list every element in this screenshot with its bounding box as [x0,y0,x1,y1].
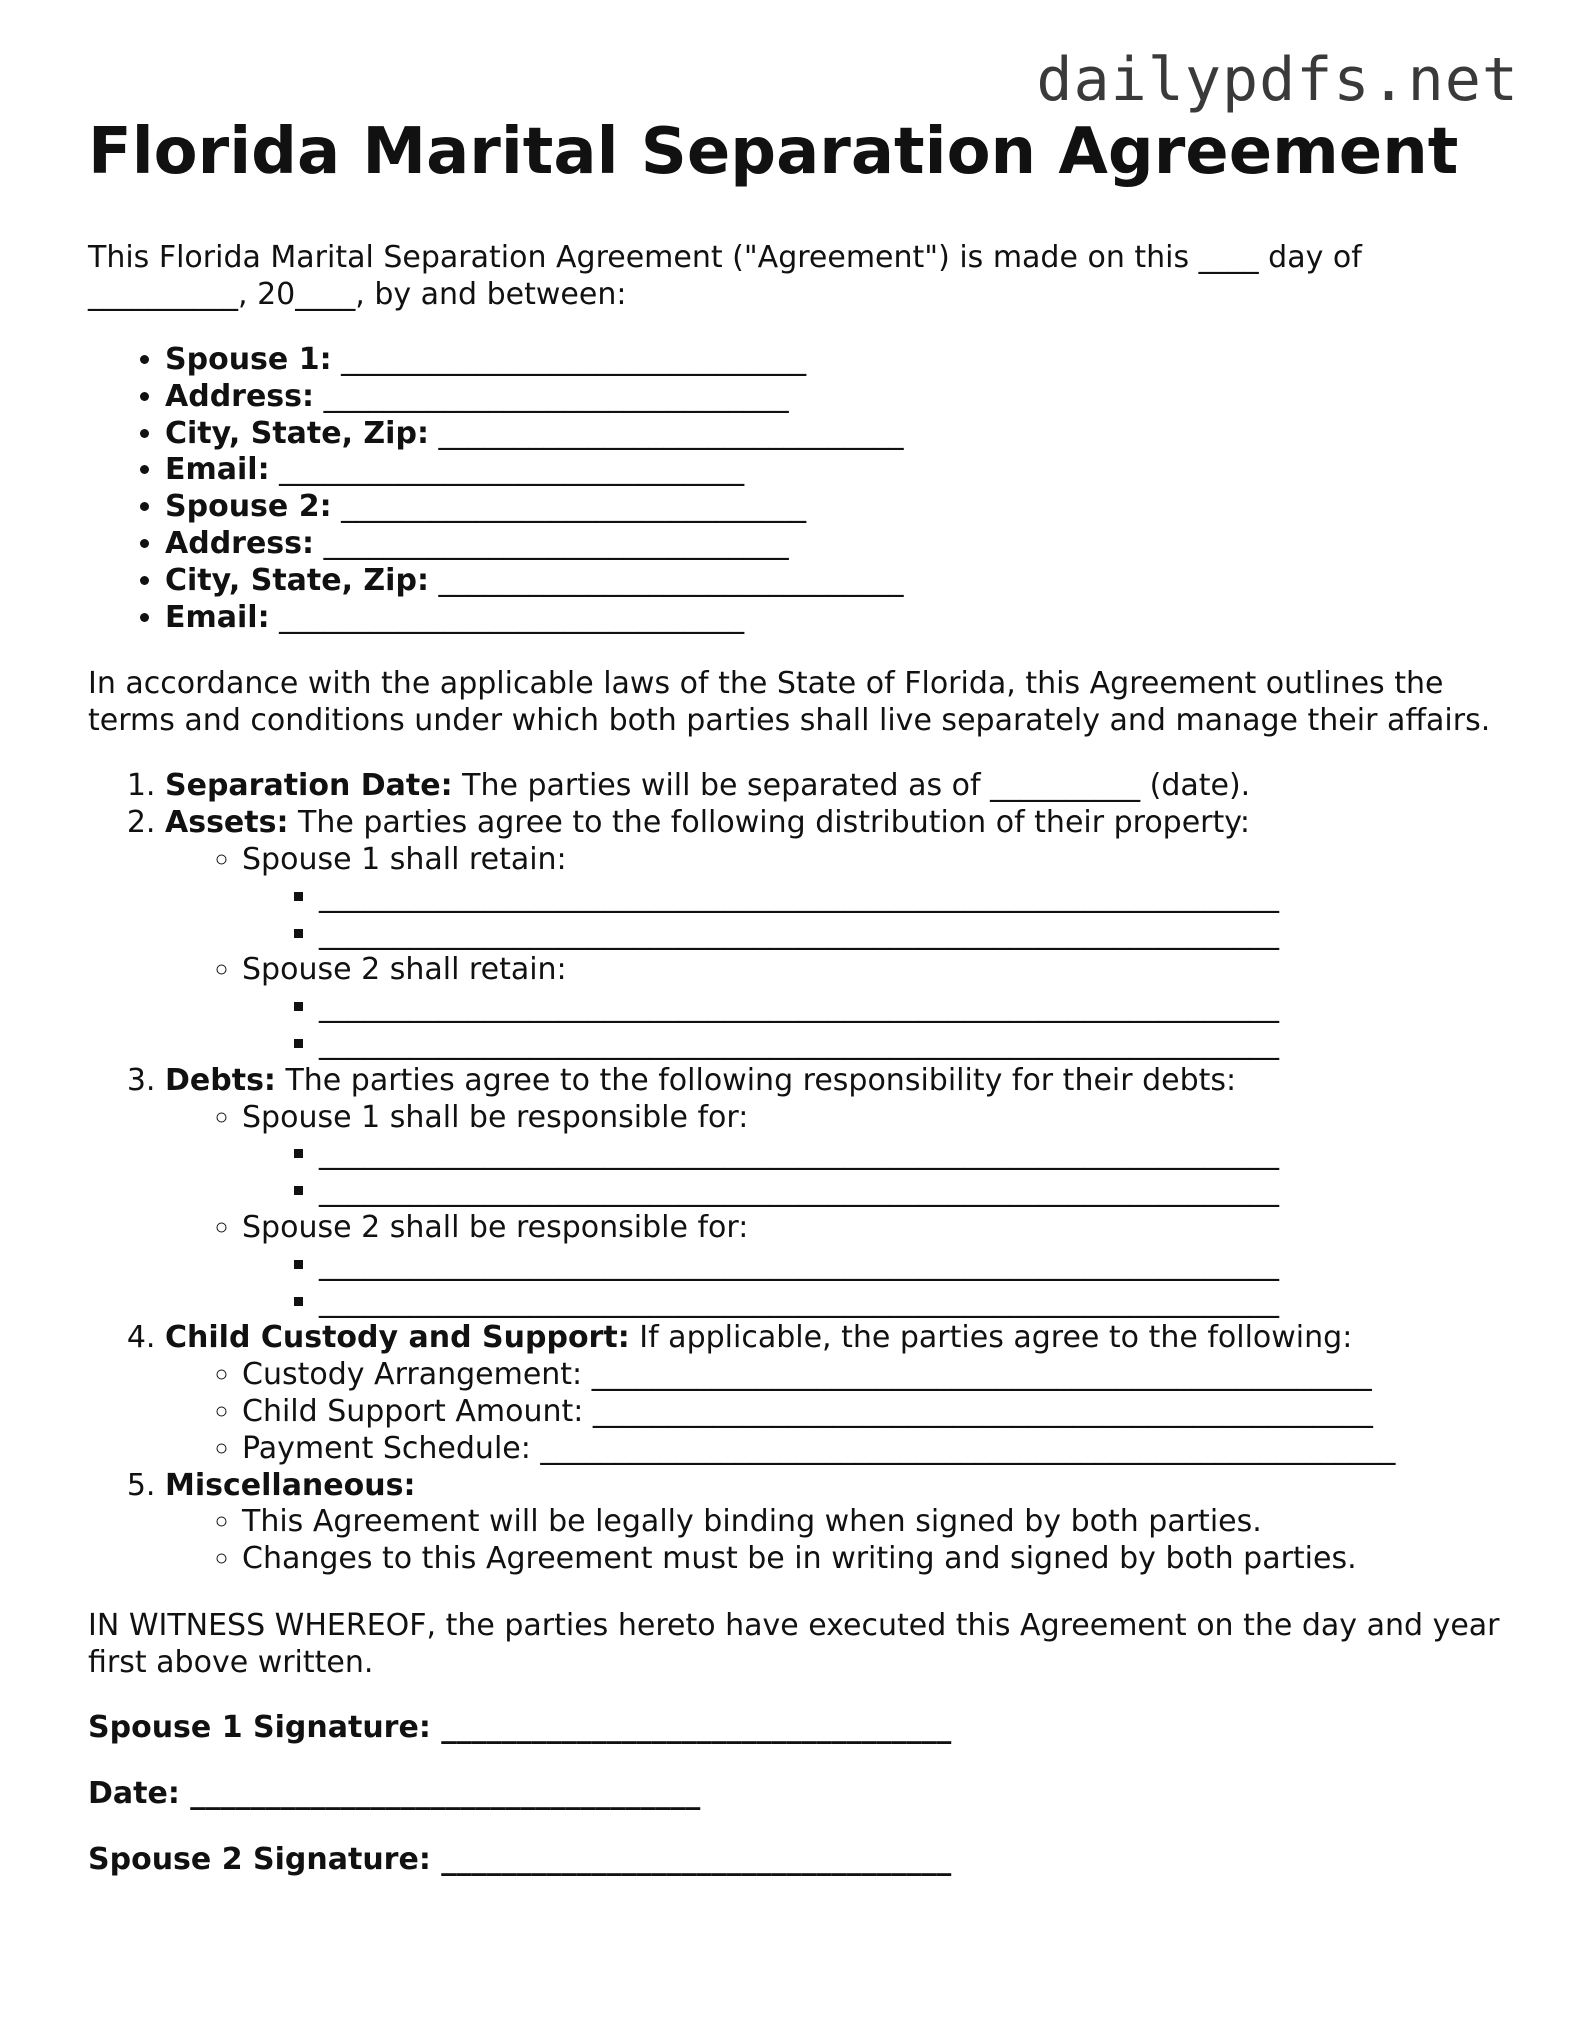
term-label: Assets: [165,805,289,841]
misc-item: ◦ Changes to this Agreement must be in writing and signed by both parties. [242,1541,1508,1578]
spouse-2-signature-field[interactable]: Spouse 2 Signature: __________________________________ [88,1841,952,1877]
debts-spouse-1 [242,1100,1508,1210]
party-field[interactable] [165,452,1508,489]
field-blank[interactable]: _______________________________ [428,415,904,451]
custody-sublist [165,1357,1508,1467]
child-support-amount-field[interactable]: ◦ Child Support Amount: ____________________________________________________ [242,1394,1508,1431]
witness-paragraph: IN WITNESS WHEREOF, the parties hereto have executed this Agreement on the day and year first above written. [88,1607,1500,1680]
term-label: Miscellaneous: [165,1467,416,1503]
blank-lines [242,989,1508,1063]
payment-schedule-field[interactable]: ◦ Payment Schedule: _________________________________________________________ [242,1431,1508,1468]
field-blank[interactable]: _______________________________ [331,489,807,525]
term-label: Separation Date: [165,768,453,804]
party-field[interactable] [165,526,1508,563]
party-field[interactable] [165,416,1508,453]
blank-line[interactable]: ▪ ________________________________________________________________ [319,1173,1508,1210]
field-blank[interactable]: _______________________________ [314,525,789,561]
party-field[interactable] [165,342,1508,379]
misc-sublist [165,1504,1508,1578]
spouse-1-signature-field[interactable]: Spouse 1 Signature: __________________________________ [88,1709,952,1745]
watermark: dailypdfs.net [1036,45,1519,115]
sublist-label: Spouse 2 shall be responsible for: [242,1209,749,1245]
custody-arrangement-field[interactable]: ◦ Custody Arrangement: ____________________________________________________ [242,1357,1508,1394]
blank-line[interactable]: ▪ ________________________________________________________________ [319,1284,1508,1321]
field-label: Address: [165,525,315,561]
term-miscellaneous [165,1468,1508,1578]
sublist-label: Spouse 1 shall retain: [242,841,567,877]
terms-list [88,768,1508,1578]
blank-lines [242,1247,1508,1321]
term-text: The parties agree to the following distribution of their property: [288,805,1250,841]
blank-line[interactable]: ▪ ________________________________________________________________ [319,1136,1508,1173]
term-text: The parties agree to the following responsibility for their debts: [275,1062,1237,1098]
field-label: Spouse 1: [165,342,332,377]
assets-sublist [165,842,1508,1063]
blank-line[interactable]: ▪ ________________________________________________________________ [319,879,1508,916]
accordance-paragraph: In accordance with the applicable laws of the State of Florida, this Agreement outlines the terms and conditions under which both parties shall live separately and manage their affairs. [88,666,1491,739]
debts-sublist [165,1100,1508,1321]
blank-lines [242,879,1508,953]
blank-lines [242,1136,1508,1210]
field-blank[interactable]: _______________________________ [269,452,745,488]
party-field[interactable] [165,489,1508,526]
term-assets [165,805,1508,1063]
blank-line[interactable]: ▪ ________________________________________________________________ [319,1026,1508,1063]
term-text: If applicable, the parties agree to the following: [629,1320,1353,1356]
party-field[interactable] [165,600,1508,637]
field-blank[interactable]: _______________________________ [331,342,807,377]
debts-spouse-2 [242,1210,1508,1320]
term-label: Debts: [165,1062,276,1098]
field-label: Email: [165,452,270,488]
assets-spouse-2 [242,952,1508,1062]
blank-line[interactable]: ▪ ________________________________________________________________ [319,989,1508,1026]
term-debts [165,1063,1508,1321]
sublist-label: Spouse 1 shall be responsible for: [242,1099,749,1135]
document-title: Florida Marital Separation Agreement [88,115,1459,189]
term-text: The parties will be separated as of __________ (date). [452,768,1251,804]
party-field[interactable] [165,379,1508,416]
term-separation-date [165,768,1508,805]
field-label: City, State, Zip: [165,562,429,598]
party-details-list [88,342,1508,636]
party-field[interactable] [165,563,1508,600]
sublist-label: Spouse 2 shall retain: [242,952,567,988]
field-label: Address: [165,378,315,414]
term-label: Child Custody and Support: [165,1320,630,1356]
blank-line[interactable]: ▪ ________________________________________________________________ [319,916,1508,953]
field-blank[interactable]: _______________________________ [428,562,904,598]
field-label: Email: [165,599,270,635]
assets-spouse-1 [242,842,1508,952]
intro-paragraph: This Florida Marital Separation Agreement ("Agreement") is made on this ____ day of __________, 20____, by and between: [88,240,1362,312]
blank-line[interactable]: ▪ ________________________________________________________________ [319,1247,1508,1284]
field-label: Spouse 2: [165,489,332,525]
field-blank[interactable]: _______________________________ [314,378,789,414]
field-blank[interactable]: _______________________________ [269,599,745,635]
field-label: City, State, Zip: [165,415,429,451]
document-content [88,108,1508,1878]
date-field[interactable]: Date: __________________________________ [88,1775,701,1811]
term-child-custody [165,1320,1508,1467]
misc-item: ◦ This Agreement will be legally binding when signed by both parties. [242,1504,1508,1541]
